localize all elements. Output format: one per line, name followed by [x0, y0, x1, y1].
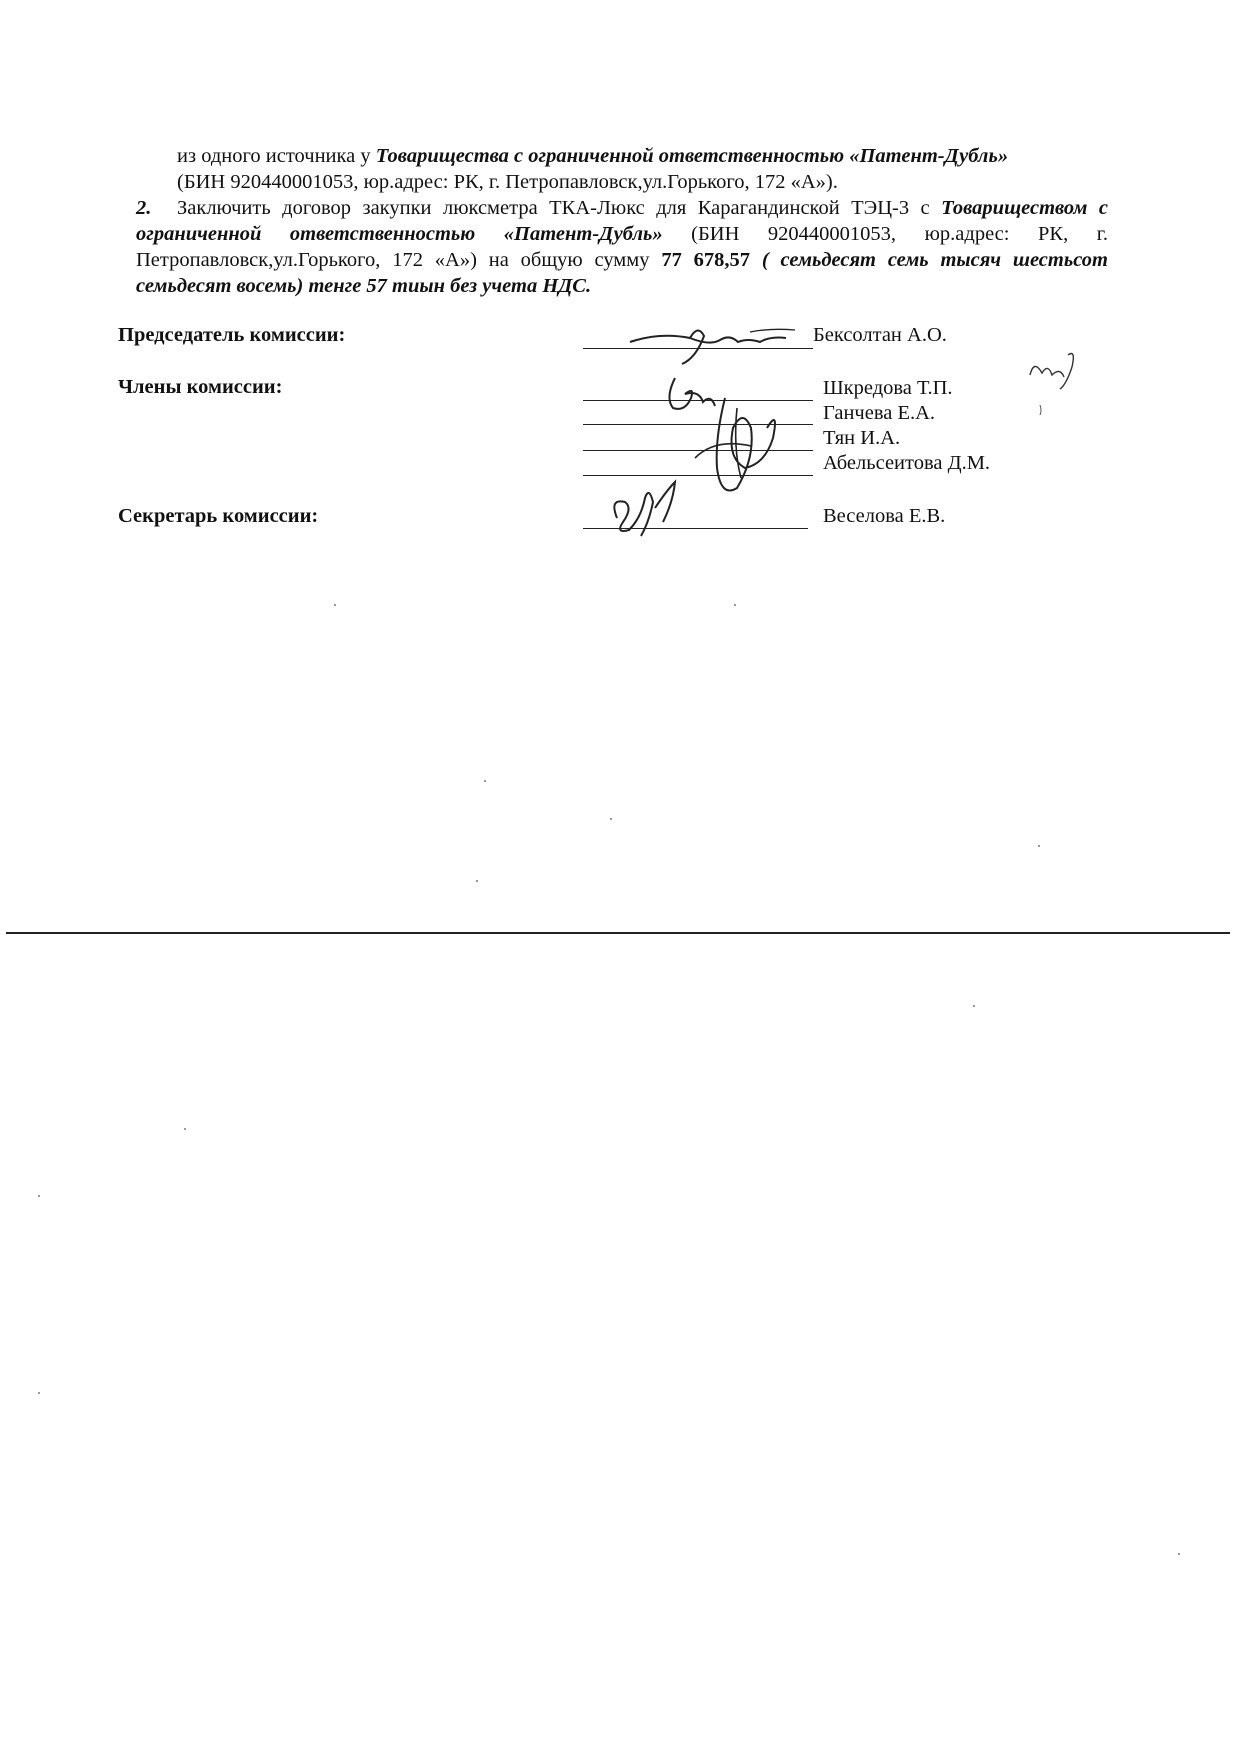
member-name-2: Ганчева Е.А.: [823, 402, 936, 424]
secretary-name: Веселова Е.В.: [823, 505, 946, 527]
item-2-company: Товариществом с ограниченной ответственностью «Патент-Дубль»: [136, 197, 1108, 245]
scan-speck: [334, 604, 336, 606]
scan-speck: [973, 1005, 975, 1007]
initials-mark: [1020, 345, 1090, 420]
scan-speck: [1178, 1553, 1180, 1555]
scan-speck: [734, 604, 736, 606]
horizontal-divider: [6, 932, 1230, 934]
secretary-signature: [605, 478, 705, 540]
secretary-role: Секретарь комиссии:: [118, 505, 319, 527]
item-2-amount: 77 678,57: [661, 249, 751, 271]
member-name-3: Тян И.А.: [823, 427, 901, 449]
scan-speck: [476, 880, 478, 882]
scan-speck: [184, 1128, 186, 1130]
member-name-4: Абельсеитова Д.М.: [823, 452, 991, 474]
scan-speck: [38, 1392, 40, 1394]
chairman-role: Председатель комиссии:: [118, 324, 346, 346]
chairman-name: Бексолтан А.О.: [813, 324, 947, 346]
item-2-number: 2.: [136, 197, 152, 219]
item-2-text-a: Заключить договор закупки люксметра ТКА-Люкс для Карагандинской ТЭЦ-3 с: [177, 197, 942, 219]
scan-speck: [38, 1195, 40, 1197]
item-2-text-b: (БИН 920440001053, юр.адрес: РК, г. Петропавловск,ул.Горького, 172 «А») на общую сумму: [136, 223, 1108, 271]
item-1-continuation: [177, 143, 1107, 195]
item-1-prefix: из одного источника у: [177, 145, 376, 167]
member-name-1: Шкредова Т.П.: [823, 377, 953, 399]
item-1-details: (БИН 920440001053, юр.адрес: РК, г. Петропавловск,ул.Горького, 172 «А»).: [177, 171, 838, 193]
item-1-company: Товарищества с ограниченной ответственностью «Патент-Дубль»: [375, 145, 1009, 167]
scan-speck: [610, 818, 612, 820]
item-2: [136, 195, 1108, 299]
scan-speck: [1038, 845, 1040, 847]
item-2-amount-words: ( семьдесят семь тысяч шестьсот семьдесят восемь) тенге 57 тиын без учета НДС.: [136, 249, 1109, 297]
chairman-signature: [620, 318, 820, 368]
scan-speck: [484, 780, 486, 782]
members-role: Члены комиссии:: [118, 376, 283, 398]
